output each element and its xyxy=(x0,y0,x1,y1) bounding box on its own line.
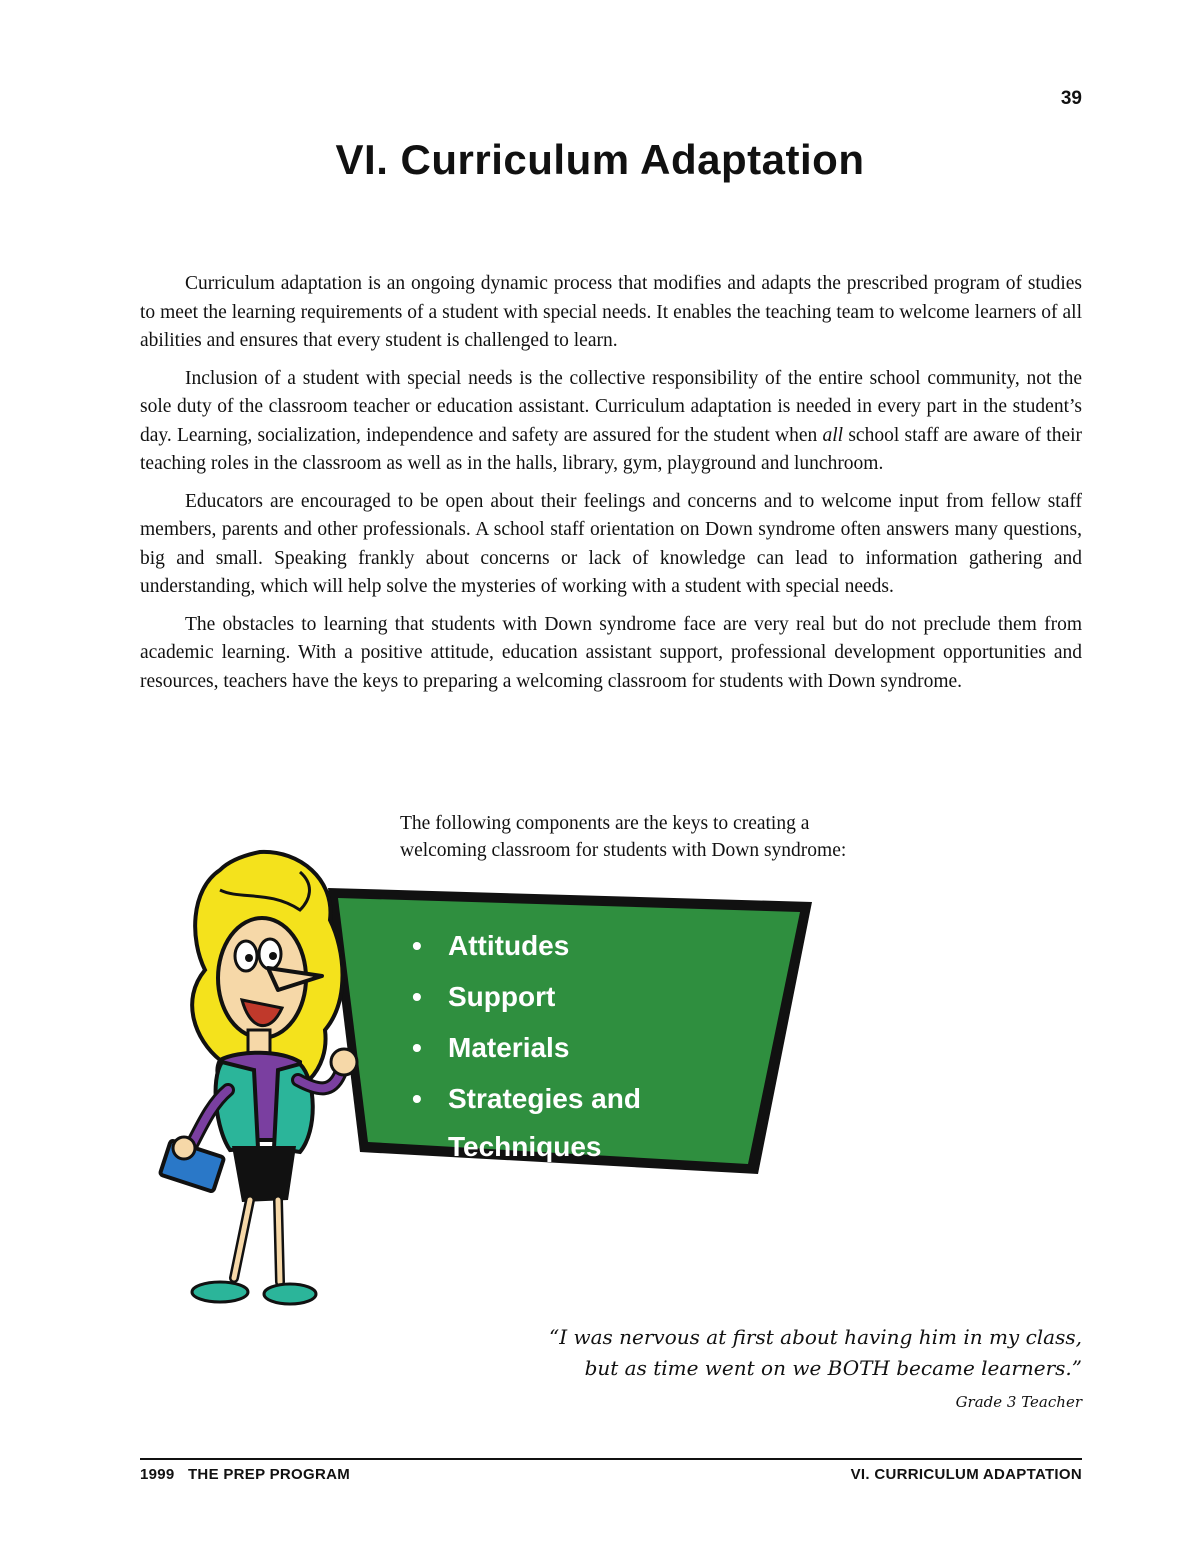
right-leg-fill xyxy=(278,1200,280,1282)
components-intro-line-1: The following components are the keys to creating a xyxy=(400,813,810,834)
quote-line-1: “I was nervous at first about having him in my class, xyxy=(549,1325,1082,1349)
paragraph-4: The obstacles to learning that students with Down syndrome face are very real but do not preclude them from academic learning. With a positive attitude, education assistant support, professional development opportunities and resources, teachers have the keys to preparing a welcoming classroom for students with Down syndrome. xyxy=(140,613,1082,692)
right-pupil xyxy=(269,952,277,960)
bullet: • xyxy=(412,981,422,1012)
emphasis-all: all xyxy=(822,424,844,446)
page-number: 39 xyxy=(1060,88,1082,109)
left-pupil xyxy=(245,954,253,962)
components-intro-line-2: welcoming classroom for students with Down syndrome: xyxy=(400,840,847,861)
teacher-quote xyxy=(549,1322,1082,1384)
paragraph-3: Educators are encouraged to be open about their feelings and concerns and to welcome input from fellow staff members, parents and other professionals. A school staff orientation on Down syndrome often answers many questions, big and small. Speaking frankly about concerns or lack of knowledge can lead to information gathering and understanding, which will help solve the mysteries of working with a student with special needs. xyxy=(140,490,1082,597)
key-attitudes: Attitudes xyxy=(448,930,570,961)
footer-right: VI. CURRICULUM ADAPTATION xyxy=(850,1466,1082,1483)
pointing-hand xyxy=(331,1049,357,1075)
book-hand xyxy=(173,1137,195,1159)
quote-attribution: Grade 3 Teacher xyxy=(955,1393,1082,1411)
key-strategies: Strategies and Techniques xyxy=(448,1083,641,1162)
footer-rule xyxy=(140,1458,1082,1460)
key-components-list xyxy=(412,922,772,1174)
list-item xyxy=(412,922,772,970)
key-support: Support xyxy=(448,981,556,1012)
list-item xyxy=(412,1024,772,1072)
left-leg-fill xyxy=(234,1200,250,1278)
bullet: • xyxy=(412,930,422,961)
paragraph-2 xyxy=(140,365,1082,479)
paragraph-1: Curriculum adaptation is an ongoing dynamic process that modifies and adapts the prescribed program of studies to meet the learning requirements of a student with special needs. It enables the teaching team to welcome learners of all abilities and ensures that every student is challenged to learn. xyxy=(140,273,1082,351)
left-shoe xyxy=(192,1282,248,1302)
key-materials: Materials xyxy=(448,1032,570,1063)
list-item xyxy=(412,1075,772,1171)
paragraph-2-text-b: school staff are aware of their teaching roles in the classroom as well as in the halls, library, gym, playground and lunchroom. xyxy=(140,424,1083,474)
right-shoe xyxy=(264,1284,316,1304)
quote-line-2: but as time went on we BOTH became learners.” xyxy=(584,1356,1082,1380)
bullet: • xyxy=(412,1083,422,1114)
list-item xyxy=(412,973,772,1021)
page-title: VI. Curriculum Adaptation xyxy=(335,136,865,183)
skirt xyxy=(232,1146,296,1202)
bullet: • xyxy=(412,1032,422,1063)
body-text xyxy=(140,270,1082,705)
footer-left: 1999 THE PREP PROGRAM xyxy=(140,1466,351,1483)
paragraph-2-text-a: Inclusion of a student with special needs is the collective responsibility of the entire school community, not the sole duty of the classroom teacher or education assistant. Curriculum adaptation is needed in every part in the student’s day. Learning, socialization, independence and safety are assured for the student when xyxy=(140,367,1082,446)
